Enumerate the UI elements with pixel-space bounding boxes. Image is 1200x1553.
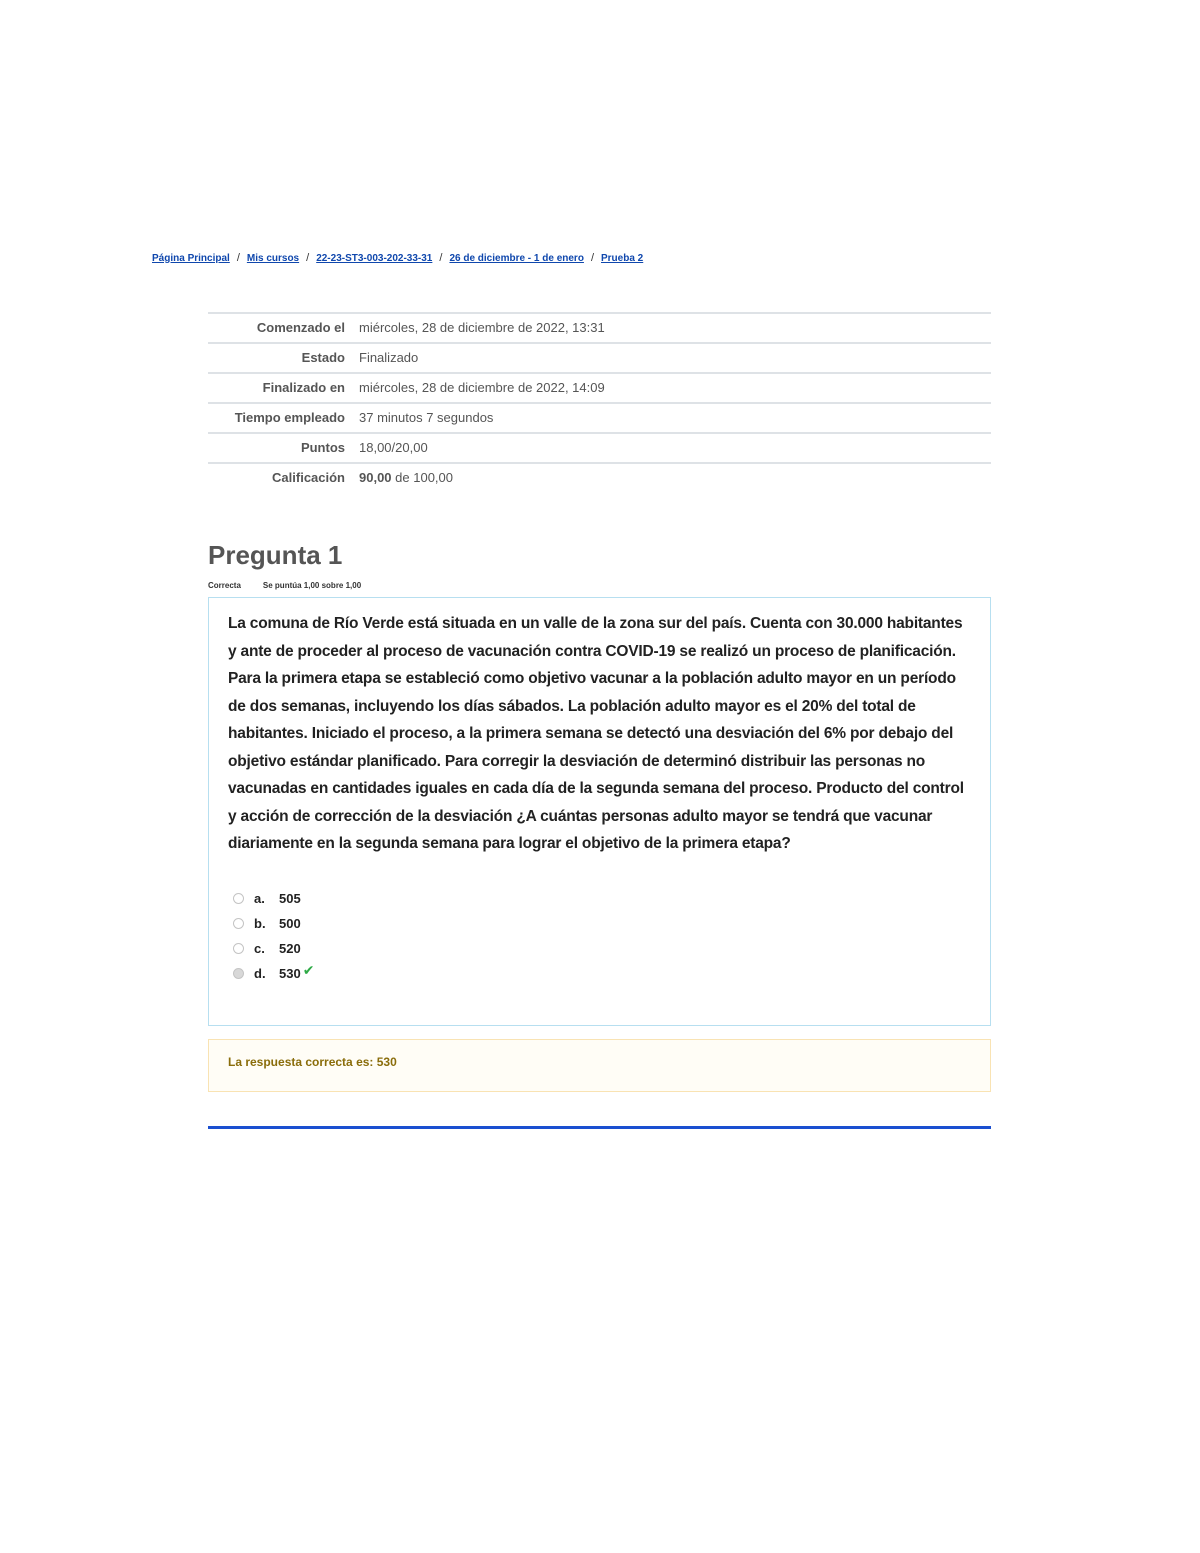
breadcrumb-link-my-courses[interactable]: Mis cursos <box>246 252 300 264</box>
breadcrumb-separator: / <box>306 252 310 264</box>
summary-value: miércoles, 28 de diciembre de 2022, 14:09 <box>359 380 605 395</box>
radio-button[interactable] <box>233 918 244 929</box>
radio-button[interactable] <box>233 893 244 904</box>
breadcrumb-link-home[interactable]: Página Principal <box>152 252 230 264</box>
answer-letter: b. <box>254 915 266 931</box>
summary-row-time-taken <box>208 403 991 433</box>
summary-value: 37 minutos 7 segundos <box>359 410 494 425</box>
breadcrumb-separator: / <box>236 252 240 264</box>
question-content-box <box>208 597 991 1026</box>
attempt-summary-table <box>208 312 991 492</box>
summary-row-started <box>208 313 991 343</box>
grade-value: 90,00 <box>359 470 392 485</box>
breadcrumb <box>152 252 643 264</box>
summary-label: Estado <box>301 350 345 365</box>
summary-value: 18,00/20,00 <box>359 440 428 455</box>
answer-value: 530 <box>279 965 301 981</box>
answer-value: 500 <box>279 915 301 931</box>
correct-answer-text: La respuesta correcta es: 530 <box>228 1055 397 1069</box>
summary-label: Finalizado en <box>262 380 345 395</box>
radio-button-selected[interactable] <box>233 968 244 979</box>
answer-option-c[interactable] <box>233 936 970 961</box>
summary-row-state <box>208 343 991 373</box>
bottom-divider <box>208 1126 991 1129</box>
grade-max: de 100,00 <box>391 470 453 485</box>
answer-letter: d. <box>254 965 266 981</box>
question-score: Se puntúa 1,00 sobre 1,00 <box>262 581 362 590</box>
summary-label: Calificación <box>272 470 345 485</box>
answer-value: 505 <box>279 890 301 906</box>
summary-label: Puntos <box>300 440 345 455</box>
summary-label: Tiempo empleado <box>234 410 345 425</box>
answer-letter: c. <box>254 940 265 956</box>
breadcrumb-link-course[interactable]: 22-23-ST3-003-202-33-31 <box>316 252 433 264</box>
answer-list <box>228 886 970 986</box>
summary-row-grade <box>208 463 991 492</box>
radio-button[interactable] <box>233 943 244 954</box>
checkmark-icon: ✔ <box>302 961 315 978</box>
summary-row-points <box>208 433 991 463</box>
breadcrumb-separator: / <box>590 252 594 264</box>
answer-option-a[interactable] <box>233 886 970 911</box>
summary-label: Comenzado el <box>256 320 345 335</box>
breadcrumb-link-week[interactable]: 26 de diciembre - 1 de enero <box>449 252 584 264</box>
answer-letter: a. <box>254 890 265 906</box>
breadcrumb-link-quiz[interactable]: Prueba 2 <box>601 252 644 264</box>
feedback-box <box>208 1039 991 1092</box>
question-title: Pregunta 1 <box>208 540 343 570</box>
summary-value: miércoles, 28 de diciembre de 2022, 13:31 <box>359 320 605 335</box>
summary-value: Finalizado <box>359 350 419 365</box>
answer-option-b[interactable] <box>233 911 970 936</box>
answer-value: 520 <box>279 940 301 956</box>
breadcrumb-separator: / <box>439 252 443 264</box>
question-status: Correcta <box>208 581 241 590</box>
question-text: La comuna de Río Verde está situada en un valle de la zona sur del país. Cuenta con 30.000 habitantes y ante de proceder al proceso de vacunación contra COVID-19 se realizó un proceso de planificación. Para la primera etapa se estableció como objetivo vacunar a la población adulto mayor en un período de dos semanas, incluyendo los días sábados. La población adulto mayor es el 20% del total de habitantes. Iniciado el proceso, a la primera semana se detectó una desviación del 6% por debajo del objetivo estándar planificado. Para corregir la desviación de determinó distribuir las personas no vacunadas en cantidades iguales en cada día de la segunda semana del proceso. Producto del control y acción de corrección de la desviación ¿A cuántas personas adulto mayor se tendrá que vacunar diariamente en la segunda semana para lograr el objetivo de la primera etapa? <box>228 615 964 852</box>
question-info <box>208 581 361 590</box>
summary-row-finished <box>208 373 991 403</box>
answer-option-d[interactable] <box>233 961 970 986</box>
summary-value <box>357 463 991 492</box>
